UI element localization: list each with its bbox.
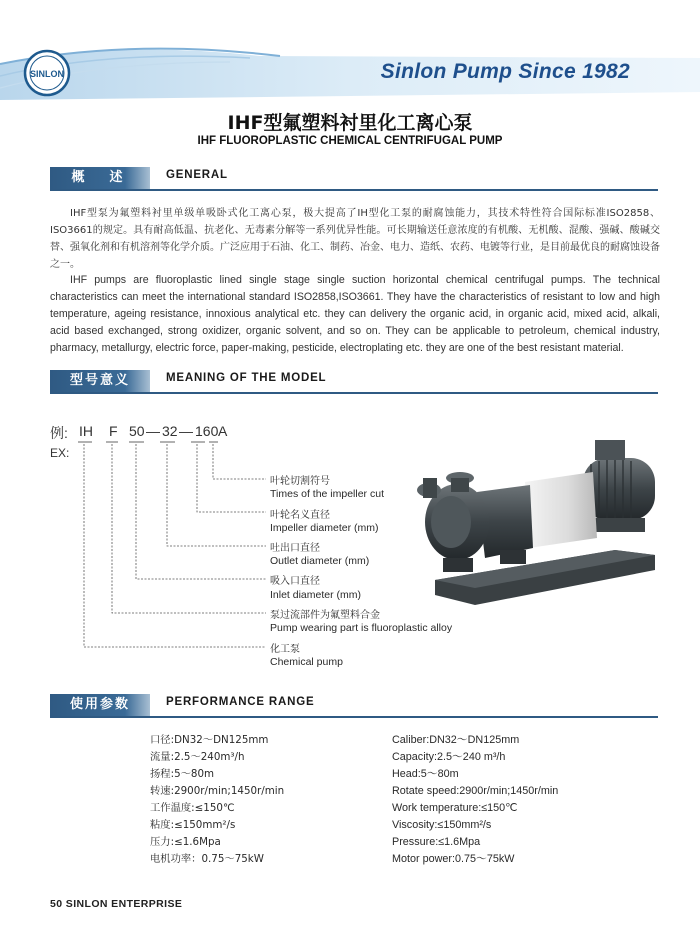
label-impeller-cn: 叶轮名义直径 <box>270 510 330 521</box>
page-title-en: IHF FLUOROPLASTIC CHEMICAL CENTRIFUGAL PUMP <box>197 135 503 147</box>
code-part-f: F <box>109 423 118 439</box>
code-part-cut: A <box>218 423 228 439</box>
section-divider <box>50 716 658 718</box>
label-impeller-en: Impeller diameter (mm) <box>270 522 379 534</box>
perf-viscosity-en: Viscosity:≤150mm²/s <box>392 819 492 831</box>
page-title-cn: IHF型氟塑料衬里化工离心泵 <box>227 112 473 134</box>
perf-capacity-en: Capacity:2.5～240 m³/h <box>392 751 506 763</box>
performance-list-cn <box>150 732 284 868</box>
section-performance-tab: 使用参数 <box>50 694 150 716</box>
code-part-outlet: 32 <box>162 423 178 439</box>
perf-caliber-cn: 口径:DN32～DN125mm <box>150 734 269 746</box>
section-model-header <box>50 370 658 394</box>
label-outlet-cn: 吐出口直径 <box>270 543 320 554</box>
perf-capacity-cn: 流量:2.5～240m³/h <box>150 751 245 763</box>
example-prefix: 例: <box>50 425 68 441</box>
sinlon-logo <box>22 48 72 98</box>
label-type-cn: 化工泵 <box>270 644 300 655</box>
pump-image <box>415 430 665 620</box>
section-general-tab: 概 述 <box>50 167 150 189</box>
section-performance-title: PERFORMANCE RANGE <box>166 696 315 708</box>
label-type-en: Chemical pump <box>270 656 343 668</box>
code-dash: — <box>146 423 160 439</box>
ex-label: EX: <box>50 446 70 460</box>
section-general-header <box>50 167 658 191</box>
label-cut-en: Times of the impeller cut <box>270 488 384 500</box>
perf-head-en: Head:5～80m <box>392 768 459 780</box>
code-part-ih: IH <box>79 423 93 439</box>
label-outlet-en: Outlet diameter (mm) <box>270 555 370 567</box>
section-model-title: MEANING OF THE MODEL <box>166 372 327 384</box>
code-part-inlet: 50 <box>129 423 145 439</box>
label-material-en: Pump wearing part is fluoroplastic alloy <box>270 622 453 634</box>
brand-title: Sinlon Pump Since 1982 <box>380 60 630 83</box>
perf-power-cn: 电机功率：0.75～75kW <box>150 853 264 865</box>
label-cut-cn: 叶轮切割符号 <box>270 476 330 487</box>
section-performance-header <box>50 694 658 718</box>
section-model-tab: 型号意义 <box>50 370 150 392</box>
section-general-title: GENERAL <box>166 169 228 181</box>
label-inlet-cn: 吸入口直径 <box>270 576 320 587</box>
section-divider <box>50 189 658 191</box>
perf-pressure-en: Pressure:≤1.6Mpa <box>392 836 481 848</box>
perf-power-en: Motor power:0.75～75kW <box>392 853 515 865</box>
perf-caliber-en: Caliber:DN32～DN125mm <box>392 734 520 746</box>
label-material-cn: 泵过流部件为氟塑料合金 <box>270 610 380 621</box>
general-text-cn: IHF型泵为氟塑料衬里单级单吸卧式化工离心泵，极大提高了IH型化工泵的耐腐蚀能力，其技术特性符合国际标准ISO2858、ISO3661的规定。具有耐高低温、抗老化、无毒素分解等一系列优异性能。可长期输送任意浓度的有机酸、无机酸、混酸、强碱、酸碱交替、强氧化剂和有机溶剂等化学介质。广泛应用于石油、化工、制药、冶金、电力、造纸、农药、电镀等行业，是目前最优良的耐腐蚀设备之一。 <box>50 208 660 270</box>
svg-text:SINLON: SINLON <box>29 69 65 79</box>
general-text-en: IHF pumps are fluoroplastic lined single stage single suction horizontal chemical centrifugal pumps. The technical characteristics can meet the international standard ISO2858,ISO3661. They have the characteristics of resistant to low and high temperature, ageing resistance, innoxious analytical etc. they can delivery the organic acid, in organic acid, mixed acid, alkali, acid based exchanged, strong oxidizer, organic solvent, and so on. They can be applicable to petroleum, chemical industry, pharmacy, metallurgy, electric force, paper-making, pesticide, electroplating etc. they are one of the best resistant material. <box>50 274 660 354</box>
perf-head-cn: 扬程:5～80m <box>150 768 215 780</box>
code-dash: — <box>179 423 193 439</box>
perf-temperature-en: Work temperature:≤150℃ <box>392 802 518 814</box>
perf-speed-cn: 转速:2900r/min;1450r/min <box>150 785 285 797</box>
header-banner <box>0 0 700 100</box>
perf-speed-en: Rotate speed:2900r/min;1450r/min <box>392 785 559 797</box>
label-inlet-en: Inlet diameter (mm) <box>270 589 362 601</box>
perf-temperature-cn: 工作温度:≤150℃ <box>150 802 235 814</box>
performance-list-en <box>392 732 558 868</box>
perf-viscosity-cn: 粘度:≤150mm²/s <box>150 819 236 831</box>
code-part-impeller: 160 <box>195 423 219 439</box>
perf-pressure-cn: 压力:≤1.6Mpa <box>150 836 221 848</box>
page-footer: 50 SINLON ENTERPRISE <box>50 898 183 910</box>
section-divider <box>50 392 658 394</box>
